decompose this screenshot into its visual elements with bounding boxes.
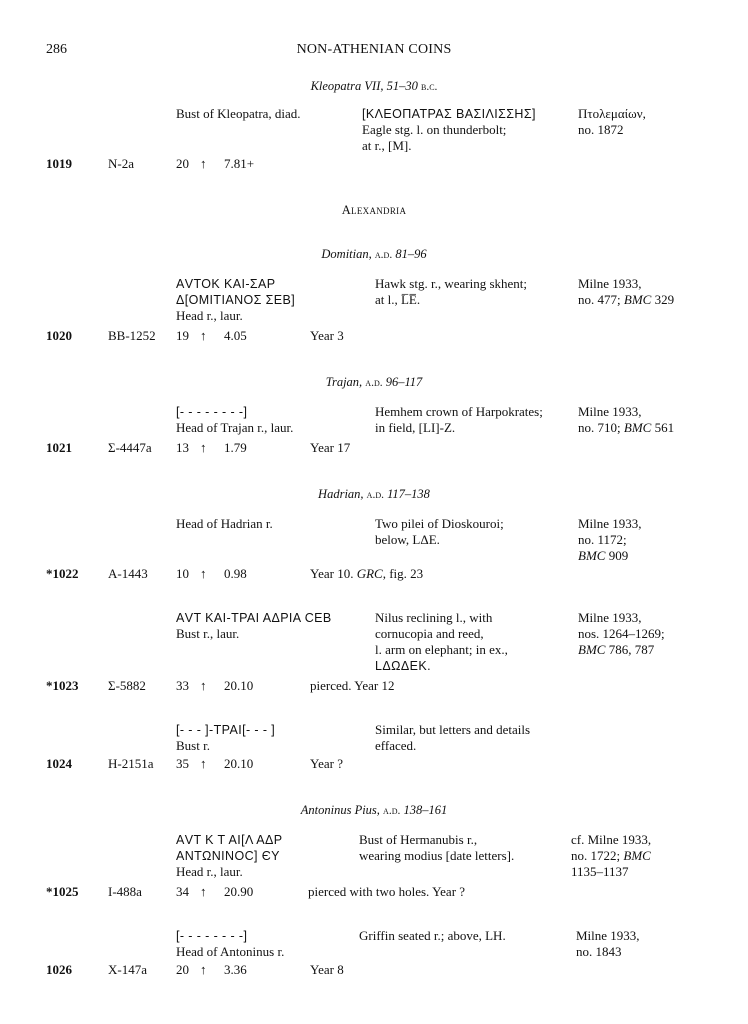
reverse-1026: Griffin seated r.; above, LH. <box>359 928 506 943</box>
die-axis-arrow-icon: ↑ <box>200 328 207 343</box>
size-1024: 35 <box>176 756 189 771</box>
reference-1021: Milne 1933, no. 710; BMC 561 <box>578 404 675 435</box>
obverse-1022: Head of Hadrian r. <box>176 516 273 531</box>
inventory-1021: Σ-4447a <box>108 440 152 455</box>
note-1024: Year ? <box>310 756 343 771</box>
inventory-1020: BB-1252 <box>108 328 156 343</box>
die-axis-arrow-icon: ↑ <box>200 440 207 455</box>
note-1025: pierced with two holes. Year ? <box>308 884 466 899</box>
reference-1023: Milne 1933, nos. 1264–1269; BMC 786, 787 <box>578 610 665 657</box>
catalog-number-1019: 1019 <box>46 156 72 171</box>
reverse-1024: Similar, but letters and details effaced. <box>375 722 531 753</box>
weight-1024: 20.10 <box>224 756 254 771</box>
reference-1022: Milne 1933, no. 1172; BMC 909 <box>578 516 642 563</box>
die-axis-arrow-icon: ↑ <box>200 566 207 581</box>
obverse-1021: [- - - - - - - -] Head of Trajan r., laur. <box>176 405 294 435</box>
size-1023: 33 <box>176 678 189 693</box>
catalog-number-1022: *1022 <box>46 566 79 581</box>
region-title: Alexandria <box>341 203 407 217</box>
section-title-kleopatra: Kleopatra VII, 51–30 b.c. <box>310 79 438 93</box>
note-1022: Year 10. GRC, fig. 23 <box>310 566 424 581</box>
section-title-domitian: Domitian, a.d. 81–96 <box>321 247 427 261</box>
section-title-hadrian: Hadrian, a.d. 117–138 <box>318 487 430 501</box>
obverse-1019: Bust of Kleopatra, diad. <box>176 106 301 121</box>
reverse-1023: Nilus reclining l., with cornucopia and reed, l. arm on elephant; in ex., LΔΩΔΕΚ. <box>375 610 508 673</box>
die-axis-arrow-icon: ↑ <box>200 156 207 171</box>
catalog-number-1024: 1024 <box>46 756 72 771</box>
section-title-antoninus: Antoninus Pius, a.d. 138–161 <box>300 803 448 817</box>
size-1020: 19 <box>176 328 189 343</box>
catalog-number-1026: 1026 <box>46 962 72 977</box>
size-1022: 10 <box>176 566 189 581</box>
catalog-number-1021: 1021 <box>46 440 72 455</box>
inventory-1026: X-147a <box>108 962 147 977</box>
inventory-1023: Σ-5882 <box>108 678 146 693</box>
obverse-1020: ΑVΤΟΚ ΚΑΙ-ΣΑΡ Δ[ΟΜΙΤΙΑΝΟΣ ΣΕΒ] Head r., laur. <box>176 277 296 323</box>
catalog-number-1023: *1023 <box>46 678 79 693</box>
page-number: 286 <box>46 42 67 57</box>
reference-1025: cf. Milne 1933, no. 1722; BMC 1135–1137 <box>571 832 652 879</box>
running-title: NON-ATHENIAN COINS <box>296 42 452 57</box>
reverse-1025: Bust of Hermanubis r., wearing modius [date letters]. <box>359 832 515 863</box>
inventory-1022: A-1443 <box>108 566 148 581</box>
reference-1020: Milne 1933, no. 477; BMC 329 <box>578 276 675 307</box>
catalog-number-1020: 1020 <box>46 328 72 343</box>
weight-1021: 1.79 <box>224 440 247 455</box>
weight-1026: 3.36 <box>224 962 247 977</box>
weight-1022: 0.98 <box>224 566 247 581</box>
reverse-1021: Hemhem crown of Harpokrates; in field, [LI]-Z. <box>375 404 543 435</box>
catalog-number-1025: *1025 <box>46 884 79 899</box>
die-axis-arrow-icon: ↑ <box>200 962 207 977</box>
reference-1026: Milne 1933, no. 1843 <box>576 928 640 959</box>
note-1021: Year 17 <box>310 440 351 455</box>
obverse-1023: ΑVΤ ΚΑΙ-ΤΡΑΙ ΑΔΡΙΑ CΕΒ Bust r., laur. <box>176 611 332 641</box>
obverse-1026: [- - - - - - - -] Head of Antoninus r. <box>176 929 285 959</box>
note-1026: Year 8 <box>310 962 344 977</box>
inventory-1024: H-2151a <box>108 756 154 771</box>
reverse-1020: Hawk stg. r., wearing skhent; at l., L̅E̅. <box>375 276 528 307</box>
size-1019: 20 <box>176 156 189 171</box>
weight-1020: 4.05 <box>224 328 247 343</box>
section-title-trajan: Trajan, a.d. 96–117 <box>325 375 423 389</box>
inventory-1019: N-2a <box>108 156 134 171</box>
size-1025: 34 <box>176 884 189 899</box>
die-axis-arrow-icon: ↑ <box>200 884 207 899</box>
reverse-1022: Two pilei of Dioskouroi; below, LΔE. <box>375 516 504 547</box>
weight-1019: 7.81+ <box>224 156 255 171</box>
note-1020: Year 3 <box>310 328 344 343</box>
obverse-1025: ΑVΤ Κ Τ ΑΙ[Λ ΑΔΡ ΑΝΤΩΝΙΝΟC] ЄΥ Head r., laur. <box>176 833 283 879</box>
weight-1025: 20.90 <box>224 884 254 899</box>
note-1023: pierced. Year 12 <box>310 678 395 693</box>
reverse-1019: [ΚΛΕΟΠΑΤΡΑΣ ΒΑΣΙΛΙΣΣΗΣ] Eagle stg. l. on thunderbolt; at r., [M]. <box>362 107 536 153</box>
die-axis-arrow-icon: ↑ <box>200 678 207 693</box>
inventory-1025: I-488a <box>108 884 142 899</box>
size-1026: 20 <box>176 962 189 977</box>
obverse-1024: [- - - ]-ΤΡΑΙ[- - - ] Bust r. <box>176 723 276 753</box>
die-axis-arrow-icon: ↑ <box>200 756 207 771</box>
size-1021: 13 <box>176 440 189 455</box>
weight-1023: 20.10 <box>224 678 254 693</box>
reference-1019: Πτολεμαίων, no. 1872 <box>578 106 646 137</box>
